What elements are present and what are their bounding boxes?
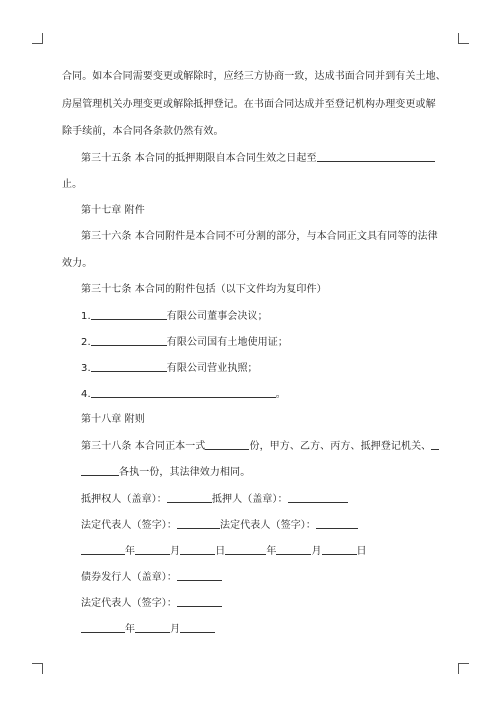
article-35 — [62, 151, 442, 164]
year-blank[interactable] — [81, 622, 125, 633]
signature-row-bond-issuer: 债券发行人（盖章）： — [62, 570, 442, 583]
crop-mark-top-right — [458, 33, 469, 44]
chapter-17-heading: 第十七章 附件 — [81, 205, 145, 216]
mortgagee-seal-blank[interactable] — [167, 492, 212, 503]
article-38: 第三十八条 本合同正本一式 份，甲方、乙方、丙方、抵押登记机关、 — [62, 439, 442, 452]
legal-rep-blank[interactable] — [177, 596, 222, 607]
bond-issuer-seal-blank[interactable] — [177, 570, 222, 581]
other-party-blank[interactable] — [81, 465, 119, 476]
article-36-line: 效力。 — [62, 258, 93, 269]
crop-mark-bottom-left — [32, 663, 43, 674]
crop-mark-bottom-right — [458, 663, 469, 674]
attachment-item: 1. 有限公司董事会决议； — [81, 311, 268, 322]
term-end-blank[interactable] — [317, 151, 435, 162]
signature-row-legal-rep: 法定代表人（签字）： 法定代表人（签字）： — [62, 518, 442, 531]
other-party-blank[interactable] — [431, 439, 439, 450]
day-blank[interactable] — [180, 622, 215, 633]
mortgagor-seal-blank[interactable] — [288, 492, 348, 503]
signature-row-legal-rep-3: 法定代表人（签字）： — [62, 596, 442, 609]
paragraph-line: 合同。如本合同需要变更或解除时，应经三方协商一致，达成书面合同并到有关土地、 — [62, 71, 446, 82]
chapter-18-heading: 第十八章 附则 — [81, 414, 145, 425]
article-36-line: 第三十六条 本合同附件是本合同不可分割的部分，与本合同正文具有同等的法律 — [81, 231, 438, 242]
day-blank[interactable] — [180, 544, 215, 555]
article-37: 第三十七条 本合同的附件包括（以下文件均为复印件） — [81, 284, 327, 295]
attachment-blank[interactable] — [91, 361, 167, 372]
signature-row-date-2: 年 月 — [62, 622, 442, 635]
attachment-blank[interactable] — [91, 335, 167, 346]
paragraph-line: 房屋管理机关办理变更或解除抵押登记。在书面合同达成并至登记机构办理变更或解 — [62, 99, 436, 110]
article-38-cont: 各执一份，其法律效力相同。 — [62, 465, 442, 478]
month-blank[interactable] — [135, 544, 170, 555]
signature-row-seal: 抵押权人（盖章）： 抵押人（盖章）： — [62, 492, 442, 505]
year-blank[interactable] — [81, 544, 125, 555]
month-blank[interactable] — [135, 622, 170, 633]
attachment-item: 4. 。 — [81, 389, 286, 400]
paragraph-line: 除手续前，本合同各条款仍然有效。 — [62, 126, 224, 137]
crop-mark-top-left — [32, 33, 43, 44]
day-blank[interactable] — [322, 544, 357, 555]
attachment-item: 3. 有限公司营业执照； — [81, 363, 258, 374]
attachment-item: 2. 有限公司国有土地使用证； — [81, 337, 288, 348]
article-35-end: 止。 — [62, 179, 83, 190]
year-blank[interactable] — [225, 544, 266, 555]
legal-rep-blank[interactable] — [316, 518, 358, 529]
attachment-blank[interactable] — [91, 309, 167, 320]
month-blank[interactable] — [276, 544, 311, 555]
signature-row-date: 年 月 日 年 月 日 — [62, 544, 442, 557]
document-body — [62, 66, 446, 635]
legal-rep-blank[interactable] — [177, 518, 220, 529]
copies-blank[interactable] — [205, 439, 249, 450]
attachment-blank[interactable] — [91, 387, 276, 398]
article-35-text: 第三十五条 本合同的抵押期限自本合同生效之日起至 — [81, 153, 317, 164]
